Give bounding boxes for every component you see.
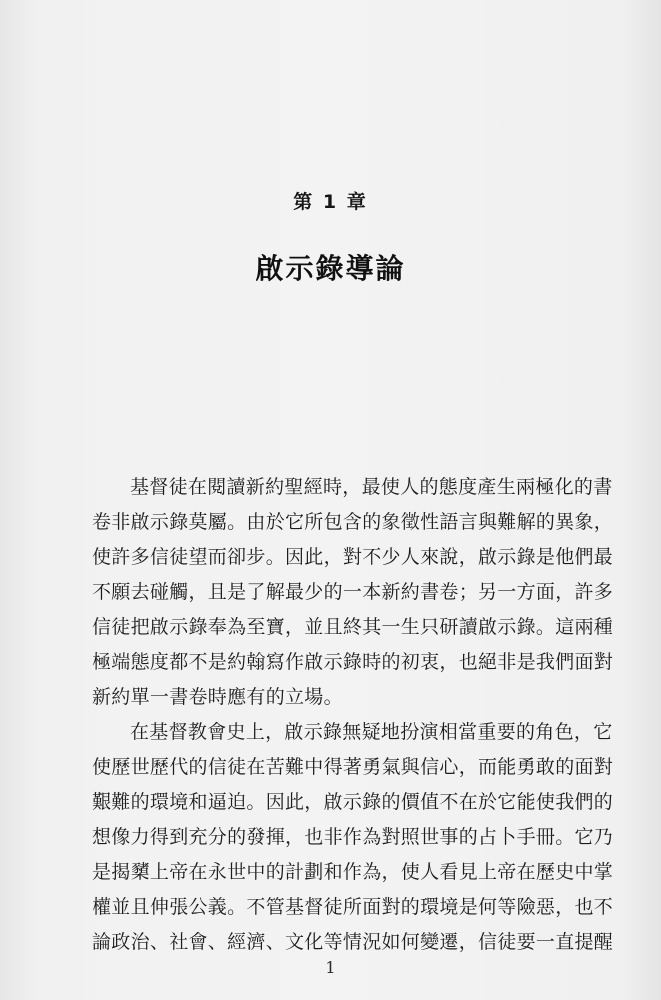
paragraph-1-line-1: 基督徒在閱讀新約聖經時，最使人的態度產生兩極化的書 <box>130 476 613 498</box>
paragraph-1-line-4: 不願去碰觸，且是了解最少的一本新約書卷；另一方面，許多 <box>92 581 614 603</box>
chapter-title: 啟示錄導論 <box>255 252 406 285</box>
paragraph-2-line-5: 是揭櫫上帝在永世中的計劃和作為，使人看見上帝在歷史中掌 <box>92 861 614 883</box>
paragraph-1-line-5: 信徒把啟示錄奉為至寶，並且終其一生只研讀啟示錄。這兩種 <box>92 616 614 638</box>
paragraph-2-line-3: 艱難的環境和逼迫。因此，啟示錄的價值不在於它能使我們的 <box>92 791 614 813</box>
chapter-label: 第 1 章 <box>293 191 368 213</box>
page-number: 1 <box>325 958 336 977</box>
body-text <box>92 470 614 960</box>
paragraph-2-line-2: 使歷世歷代的信徒在苦難中得著勇氣與信心，而能勇敢的面對 <box>92 756 614 778</box>
paragraph-2-line-6: 權並且伸張公義。不管基督徒所面對的環境是何等險惡，也不 <box>92 896 614 918</box>
paragraph-2-line-1: 在基督教會史上，啟示錄無疑地扮演相當重要的角色，它 <box>130 721 613 743</box>
paragraph-2-line-4: 想像力得到充分的發揮，也非作為對照世事的占卜手冊。它乃 <box>92 826 614 848</box>
paragraph-1-line-2: 卷非啟示錄莫屬。由於它所包含的象徵性語言與難解的異象， <box>92 511 614 533</box>
paragraph-1-line-6: 極端態度都不是約翰寫作啟示錄時的初衷，也絕非是我們面對 <box>92 651 614 673</box>
paragraph-1-line-7: 新約單一書卷時應有的立場。 <box>92 686 343 708</box>
paragraph-2-line-7: 論政治、社會、經濟、文化等情況如何變遷，信徒要一直提醒 <box>92 931 614 953</box>
paragraph-1-line-3: 使許多信徒望而卻步。因此，對不少人來說，啟示錄是他們最 <box>92 546 614 568</box>
